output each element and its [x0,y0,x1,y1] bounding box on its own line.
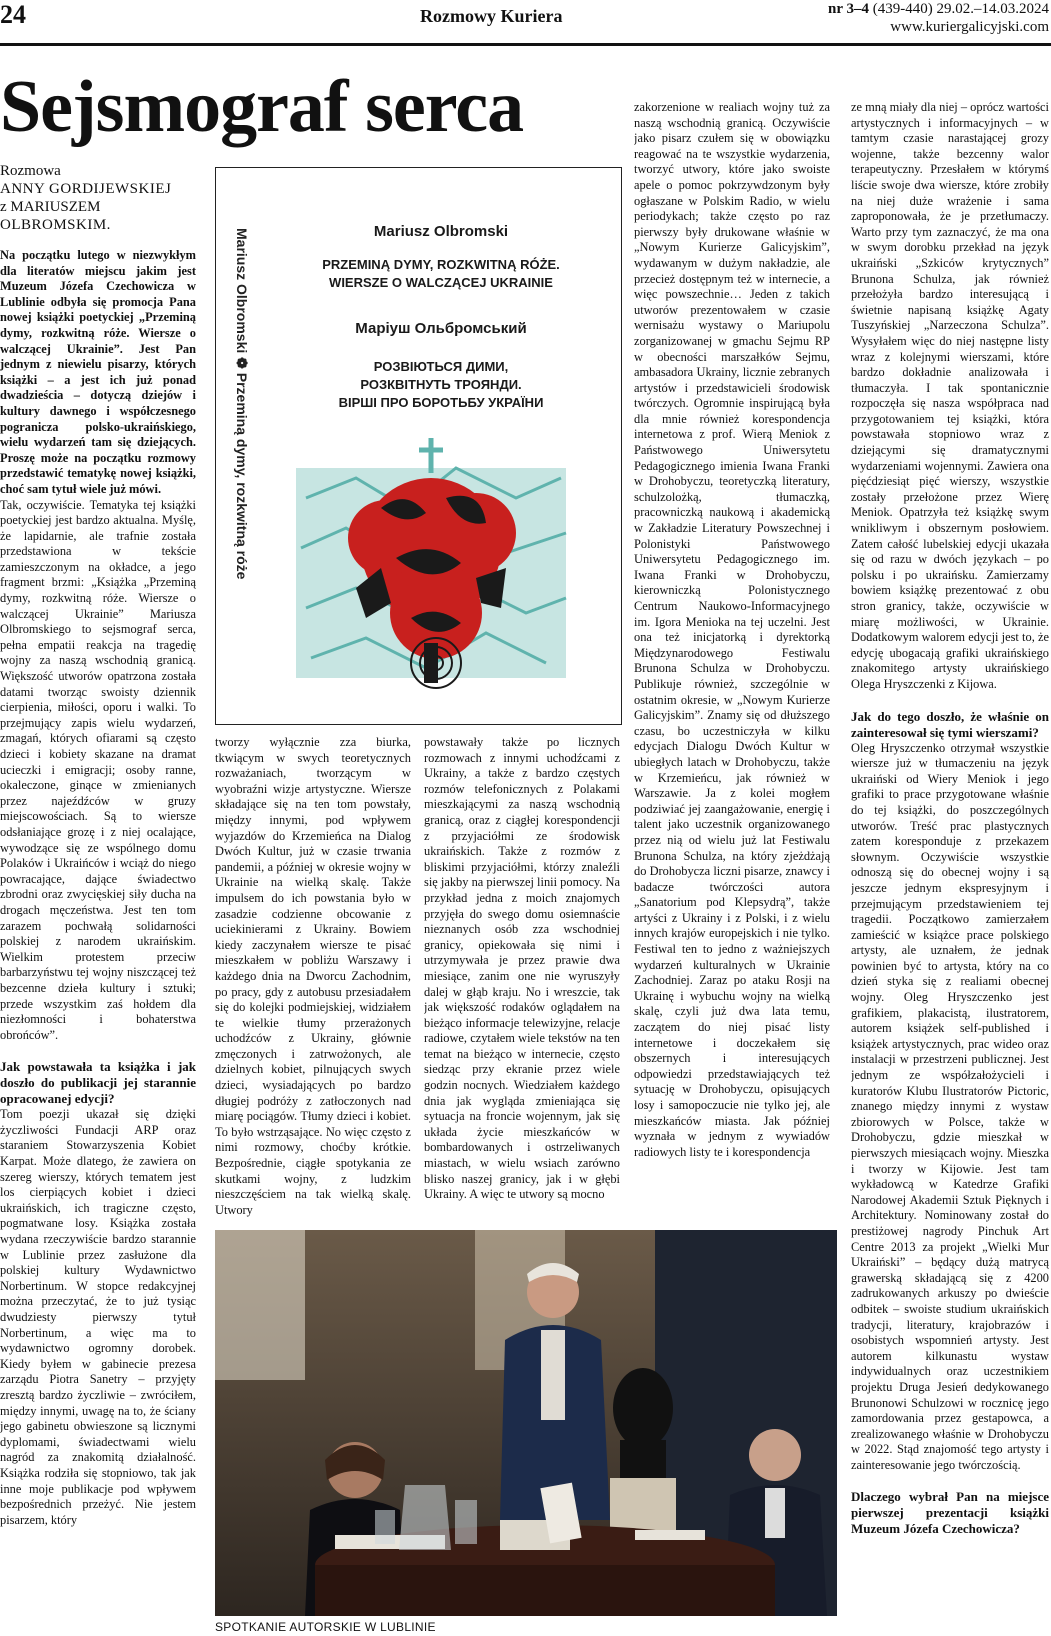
cover-illustration [286,428,576,718]
issue-dates: (439-440) 29.02.–14.03.2024 [869,1,1049,17]
cover-title-pl: PRZEMINĄ DYMY, ROZKWITNĄ RÓŻE. WIERSZE O WALCZĄCEJ UKRAINIE [322,257,560,290]
question-2: Jak powstawała ta książka i jak doszło do publikacji jej starannie opracowanej edycji? [0,1059,196,1107]
question-4: Dlaczego wybrał Pan na miejsce pierwszej prezentacji książki Muzeum Józefa Czechowicza? [851,1489,1049,1537]
lead-question: Na początku lutego w niezwykłym dla literatów miejscu jakim jest Muzeum Józefa Czechowicza w Lublinie odbyła się promocja Pana nowej książki poetyckiej „Przeminą dymy, rozkwitną róże. Wiersze o walczącej Ukrainie”. Jest Pan jednym z niewielu pisarzy, których książki – a jest ich już ponad dwadzieścia – dotyczą dziejów i kultury dawnego i współczesnego pogranicza polsko-ukraińskiego, wielu wydarzeń tam się dziejących. Proszę może na początku rozmowy przedstawić tematykę nowej książki, choć sam tytuł wiele już mówi. [0,248,196,496]
column-5 [851,100,1049,1633]
issue-info [828,0,1049,36]
page-header [0,0,1051,48]
byline-line-4: OLBROMSKIM. [0,217,111,233]
page-number: 24 [0,0,26,29]
answer-3: Oleg Hryszczenko otrzymał wszystkie wiersze już w tłumaczeniu na język ukraiński od Wiery Meniok i jego grafiki to prace przygotowane właśnie do tej książki, do poszczególnych utworów. Treść prac plastycznych zatem koresponduje z przekazem słownym. Oczywiście wszystkie odnoszą się do obecnej wojny i są jeszcze jednym ekspresyjnym i przejmującym przedstawieniem tej tragedii. Początkowo zamierzałem zamieścić w książce prace polskiego artysty, ale uznałem, że jednak powinien być to artysta, który na co dzień styka się z realiami obecnej wojny. Oleg Hryszczenko jest grafikiem, plakacistą, ilustratorem, autorem książek self-published i książek artystycznych, prac wideo oraz instalacji w przestrzeni publicznej. Jest jednym ze współzałożycieli i kuratorów Klubu Ilustratorów Pictoric, znanego między innymi z wystaw zbiorowych w Polsce, także w Drohobyczu, gdzie mieszkał w pierwszych miesiącach wojny. Mieszka i tworzy w Kijowie. Jest tam wykładowcą w Katedrze Grafiki Narodowej Akademii Sztuk Pięknych i Architektury. Nominowany został do prestiżowej nagrody Pinchuk Art Centre 2013 za projekt „Wielki Mur Ukraiński” – będący dużą matrycą grawerską składającą się z 4200 zadrukowanych arkuszy po dwieście odbitek – swoiste studium ukraińskich tradycji, literatury, krajobrazów i osobistych wspomnień artysty. Jest autorem kilkunastu wystaw indywidualnych oraz uczestnikiem projektu Druga Jesień dedykowanego Brunonowi Schulzowi w rocznicę jego zamordowania przez gestapowca, a zrealizowanego właśnie w Drohobyczu w 2022. Stąd znajomość tego artysty i zainteresowanie jego twórczością. [851,740,1049,1472]
window-light [215,1230,305,1380]
book-cover [215,167,622,725]
cover-author-ua: Маріуш Ольбромський [355,320,527,337]
cross-icon [419,438,443,473]
photo-illustration [215,1230,837,1616]
photo-caption: SPOTKANIE AUTORSKIE W LUBLINIE [215,1620,436,1634]
answer-2-continued-b: powstawały także po licznych rozmowach z innymi uchodźcami z Ukrainy, a także z bardzo częstych rozmów telefonicznych z Polakami mieszkającymi za naszą wschodnią granicą, oraz z ciągłej korespondencji z przyjaciółmi ze środowisk ukraińskich. Także z rozmów z bliskimi przyjaciółmi, którzy znaleźli się jakby na pierwszej linii pomocy. Na przykład jedna z moich znajomych przyjęła do swego domu osiemnaście nieznanych osób zza wschodniej granicy, opiekowała się nimi i utrzymywała je przez prawie dwa miesiące, zanim one nie wyruszyły dalej w głąb kraju. No i wreszcie, tak jak większość rodaków oglądałem na bieżąco informacje telewizyjne, relacje radiowe, czytałem wiele tekstów na ten temat na bieżąco w internecie, często siedząc przy ekranie przez wiele godzin nocnych. Wiedziałem każdego dnia jak wygląda zmieniająca się sytuacja na froncie wojennym, jak się układa życie mieszkańców w bombardowanych i ostrzeliwanych miastach, w wielu wsiach zarówno blisko naszej granicy, jak i w głębi Ukrainy. A więc te utwory są mocno [424,735,620,1202]
article-title: Sejsmograf serca [0,66,524,148]
answer-2-continued-d: ze mną miały dla niej – oprócz wartości artystycznych i informacyjnych – w tamtym czasie narastającej grozy wojenne, także bezcenny walor terapeutyczny. Przesłałem w którymś liście swoje dwa wiersze, które zrobiły na niej duże wrażenie i sama zaproponowała, że je przetłumaczy. Warto przy tym zaznaczyć, że ma ona w swym dorobku przekład na język ukraiński „Szkiców krytycznych” Brunona Schulza, jak również przełożyła bardzo interesującą i świetnie napisaną książkę Agaty Tuszyńskiej „Narzeczona Schulza”. Wysyłałem więc do niej następne listy wraz z kolejnymi wierszami, które bardzo dokładnie analizowała i tłumaczyła. I tak spontanicznie rozpoczęła się nasza współpraca nad przygotowaniem tej książki, która powstawała stopniowo wraz z dziejącymi się dramatycznymi wydarzeniami wojennymi. Zawiera ona pięćdziesiąt pięć wierszy, wszystkie zostały przełożone przez Wierę Meniok. Opatrzyła też książkę swym wnikliwym i obszernym posłowiem. Zatem całość lubelskiej edycji ukazała się od razu w dwóch językach – po polsku i po ukraińsku. Zamierzamy bowiem książkę prezentować z obu stron granicy, także, oczywiście w miarę możliwości, w Ukrainie. Dodatkowym walorem edycji jest to, że edycję ubogacają grafiki ukraińskiego znakomitego artysty ukraińskiego Olega Hryszczenki z Kijowa. [851,100,1049,691]
column-3 [424,735,620,1227]
header-rule [0,43,1051,46]
issue-number: nr 3–4 [828,1,869,17]
question-3: Jak do tego doszło, że właśnie on zainteresował się tymi wierszami? [851,708,1049,740]
answer-2: Tom poezji ukazał się dzięki życzliwości Fundacji ARP oraz staraniem Stowarzyszenia Kobiet Karpat. Może dlatego, że zawiera on szereg wierszy, których tematem jest los cierpiących kobiet i dzieci ukraińskich, ich tragiczne często, pogmatwane losy. Książka została wydana rzeczywiście bardzo starannie w Lublinie przez zasłużone dla polskiej kultury Wydawnictwo Norbertinum. W stopce redakcyjnej można przeczytać, że to już tysiąc dwudziesty pierwszy tytuł Norbertinum, a więc ma to wydawnictwo ogromny dorobek. Kiedy byłem w gabinecie prezesa zarządu Piotra Sanetry – przyjęty zresztą bardzo życzliwie – zwróciłem, między innymi, uwagę na to, że ściany jego gabinetu obwieszone są licznymi dyplomami, świadectwami wielu nagród za znakomitą działalność. Książka rodziła się stopniowo, tak jak inne moje publikacje pod wpływem bezpośrednich przeżyć. Nie jestem pisarzem, który [0,1107,196,1527]
byline [0,162,200,234]
answer-2-continued: tworzy wyłącznie zza biurka, tkwiącym w swych teoretycznych rozważaniach, tworzącym w wyobraźni wizje artystyczne. Wiersze składające się na ten tom powstały, między innymi, pod wpływem wyjazdów do Krzemieńca na Dialog Dwóch Kultur, już w czasie trwania pandemii, a później w okresie wojny w Ukrainie na wielką skalę. Także impulsem do ich powstania było w zasadzie codzienne obcowanie z uciekinierami z Ukrainy. Bowiem kiedy zaczynałem wiersze te pisać mieszkałem w pobliżu Warszawy i każdego dnia na Dworcu Zachodnim, po pracy, gdy z autobusu przesiadałem się do kolejki podmiejskiej, widziałem te wielkie tłumy przerażonych uchodźców z Ukrainy, głównie zmęczonych i zatrwożonych, ale dzielnych kobiet, pilnujących swych dzieci, wysiadających po bardzo długiej podróży z zatłoczonych nad miarę pociągów. Tłumy dzieci i kobiet. To było wstrząsające. No więc często z nimi rozmowy, choćby krótkie. Bezpośrednie, ciągłe spotykania ze skutkami wojny, z ludzkim nieszczęściem na tak wielką skalę. Utwory [215,735,411,1217]
section-title: Rozmowy Kuriera [420,6,563,26]
byline-line-1: Rozmowa [0,163,61,179]
column-2 [215,735,411,1227]
website-link[interactable]: www.kuriergalicyjski.com [890,19,1049,35]
column-4 [634,100,830,1227]
answer-1: Tak, oczywiście. Tematyka tej książki poetyckiej jest bardzo aktualna. Myślę, że lapidarnie, ale trafnie została przedstawiona w tekście zamieszczonym na okładce, a jego fragment brzmi: „Książka „Przeminą dymy, rozkwitną róże. Wiersze o walczącej Ukrainie” Mariusza Olbromskiego to sejsmograf serca, pełna empatii reakcja na tragedię wojny za naszą wschodnią granicą. Większość utworów opatrzona została datami tworząc swoisty dziennik cierpienia, miłości, oporu i walki. To przejmujący zapis wielu wydarzeń, zmagań, których ofiarami są często dzieci i kobiety skazane na dramat ucieczki i emigracji; osoby ranne, okaleczone, ginące w zmienianych przez najeźdźców w gruzy miejscowościach. Są to wiersze odsłaniające grozę i z niej ocalające, wywodzące się ze wspólnego domu Polaków i Ukraińców i wciąż do niego powracające, dające świadectwo zbrodni oraz zwycięskiej siły ducha na drogach męczeństwa. Jest ten tom zarazem pochwałą solidarności polskiej z narodem ukraińskim. Wielkim protestem przeciw barbarzyństwu tej wojny niszczącej też bezcenne dzieła kultury i sztuki; przede wszystkim zaś hołdem dla niezłomności i bohaterstwa obrońców”. [0,497,196,1042]
byline-line-3: z MARIUSZEM [0,199,101,215]
column-1 [0,248,196,1633]
cover-title-ua: РОЗВІЮТЬСЯ ДИМИ, РОЗКВІТНУТЬ ТРОЯНДИ. ВІРШІ ПРО БОРОТЬБУ УКРАЇНИ [338,359,544,410]
cover-author-pl: Mariusz Olbromski [373,223,509,240]
cover-spine: Mariusz Olbromski ❁ Przeminą dymy, rozkwitną róże [234,228,250,580]
byline-line-2: ANNY GORDIJEWSKIEJ [0,181,172,197]
event-photo [215,1230,837,1616]
answer-2-continued-c: zakorzenione w realiach wojny tuż za naszą wschodnią granicą. Oczywiście jako pisarz czułem się w obowiązku reagować na te wszystkie wydarzenia, tworzyć utwory, które jako swoiste apele o pomoc pokrzywdzonym były ogłaszane w Polskim Radio, w wielu periodykach; także często po raz pierwszy były drukowane właśnie w „Nowym Kurierze Galicyjskim”, wydawanym w dużym nakładzie, ale przecież dostępnym też w internecie, a więc powszechnie… Jeden z takich utworów prezentowałem w czasie wernisażu wystawy o Mariupolu zorganizowanej w gmachu Sejmu RP w obecności marszałków Sejmu, ambasadora Ukrainy, licznie zebranych artystów i przedstawicieli środowisk twórczych. Ogromnie inspirującą była dla mnie również korespondencja internetowa z prof. Wierą Meniok z Państwowego Uniwersytetu Pedagogicznego imienia Iwana Franki w Drohobyczu, teoretyczką literatury, schulzolożką, tłumaczką, pracowniczką naukową i akademicką w Zakładzie Literatury Powszechnej i Polonistyki Państwowego Uniwersytetu Pedagogicznego im. Iwana Franki w Drohobyczu, kierowniczką Polonistycznego Centrum Naukowo-Informacyjnego im. Igora Menioka na tej uczelni. Jest ona też inicjatorką i dyrektorką Międzynarodowego Festiwalu Brunona Schulza w Drohobyczu. Publikuje również, szczególnie w ostatnim okresie, w „Nowym Kurierze Galicyjskim”. Znamy się od dłuższego czasu, bo uczestniczyła w kilku edycjach Dialogu Dwóch Kultur w ubiegłych latach w Drohobyczu, także w Krzemieńcu, jak również w Warszawie. Ja z kolei mogłem podziwiać jej zaangażowanie, energię i talent jako uczestnik organizowanego przez nią od wielu już lat Festiwalu Brunona Schulza, na który zjeżdżają do Drohobycza liczni pisarze, znawcy i badacze twórczości autora „Sanatorium pod Klepsydrą”, także artyści z Ukrainy i z Polski, i z wielu innych krajów europejskich i nie tylko. Festiwal ten to jedno z ważniejszych wydarzeń kulturalnych w Ukrainie Zachodniej. Zaraz po ataku Rosji na Ukrainę i wybuchu wojny na wielką skalę, czyli już dwa lata temu, zaczątem do niej pisać listy internetowe i doczekałem się obszernych i interesujących odpowiedzi przedstawiających też sytuację w Drohobyczu, opisujących losy i samopoczucie nie tylko jej, ale mieszkańców miasta. Jak później wyznała w jednym z wywiadów radiowych listy te i korespondencja [634,100,830,1159]
